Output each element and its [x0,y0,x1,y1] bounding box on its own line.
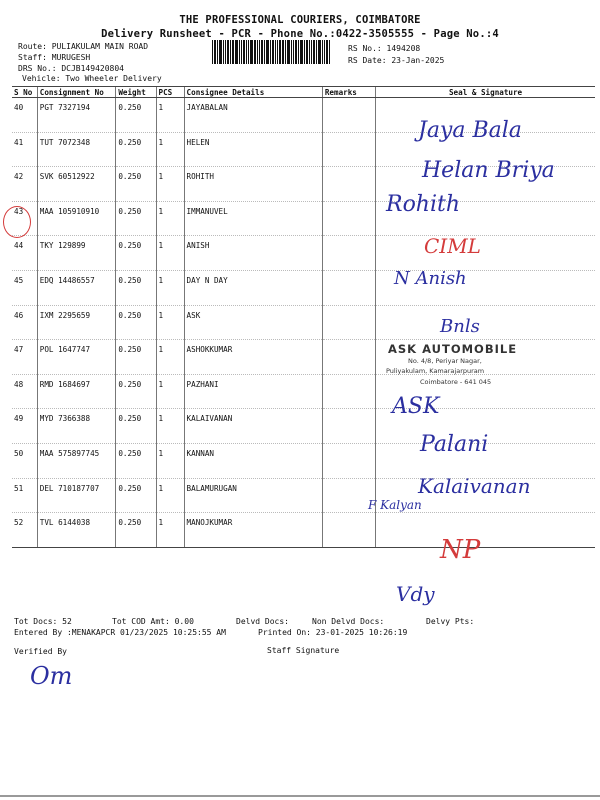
column-header: Consignment No [37,87,116,98]
row-serial-number: 49 [12,409,37,444]
remarks-cell [322,270,375,305]
signature-cell [376,513,595,548]
pcs-cell: 1 [156,340,184,375]
table-header-row [12,87,595,98]
remarks-cell [322,374,375,409]
remarks-cell [322,167,375,202]
row-43-circle-mark [3,206,31,238]
route-label: Route: PULIAKULAM MAIN ROAD [18,42,149,51]
company-stamp [380,342,540,396]
page-bottom-rule [0,795,600,797]
consignee-cell: ANISH [184,236,322,271]
row-serial-number: 43 [12,201,37,236]
signature-ashokkumar: ASK [392,394,440,419]
weight-cell: 0.250 [116,340,156,375]
table-row [12,270,595,305]
column-header: Remarks [322,87,375,98]
weight-cell: 0.250 [116,167,156,202]
weight-cell: 0.250 [116,201,156,236]
total-cod-amount: Tot COD Amt: 0.00 [112,617,194,626]
weight-cell: 0.250 [116,409,156,444]
pcs-cell: 1 [156,132,184,167]
column-header: Seal & Signature [376,87,595,98]
rs-date: RS Date: 23-Jan-2025 [348,56,445,65]
remarks-cell [322,513,375,548]
consignment-number: SVK 60512922 [37,167,116,202]
pcs-cell: 1 [156,513,184,548]
stamp-line: Coimbatore - 641 045 [420,378,492,386]
printed-on: Printed On: 23-01-2025 10:26:19 [258,628,408,637]
signature-cell [376,236,595,271]
company-title: THE PROFESSIONAL COURIERS, COIMBATORE [179,14,421,26]
consignee-cell: KANNAN [184,443,322,478]
weight-cell: 0.250 [116,270,156,305]
pcs-cell: 1 [156,443,184,478]
weight-cell: 0.250 [116,443,156,478]
pcs-cell: 1 [156,98,184,133]
pcs-cell: 1 [156,409,184,444]
weight-cell: 0.250 [116,132,156,167]
vehicle-label: Vehicle: Two Wheeler Delivery [22,74,162,83]
consignee-cell: JAYABALAN [184,98,322,133]
consignee-cell: IMMANUVEL [184,201,322,236]
entered-by: Entered By :MENAKAPCR 01/23/2025 10:25:55 AM [14,628,226,637]
pcs-cell: 1 [156,270,184,305]
consignee-cell: PAZHANI [184,374,322,409]
consignment-number: MAA 105910910 [37,201,116,236]
rs-number: RS No.: 1494208 [348,44,421,53]
pcs-cell: 1 [156,201,184,236]
signature-kalaivanan: Kalaivanan [418,474,531,498]
remarks-cell [322,98,375,133]
consignment-number: RMD 1684697 [37,374,116,409]
table-row [12,236,595,271]
row-serial-number: 46 [12,305,37,340]
consignee-cell: ASHOKKUMAR [184,340,322,375]
staff-signature-label: Staff Signature [267,646,340,655]
consignment-number: DEL 710187707 [37,478,116,513]
table-row [12,305,595,340]
column-header: Weight [116,87,156,98]
remarks-cell [322,132,375,167]
remarks-cell [322,443,375,478]
consignment-number: IXM 2295659 [37,305,116,340]
consignee-cell: DAY N DAY [184,270,322,305]
row-serial-number: 41 [12,132,37,167]
consignee-cell: ROHITH [184,167,322,202]
signature-balamurugan: NP [440,535,481,565]
consignment-number: MYD 7366388 [37,409,116,444]
consignment-number: TKY 129899 [37,236,116,271]
pcs-cell: 1 [156,374,184,409]
remarks-cell [322,305,375,340]
consignment-number: TVL 6144038 [37,513,116,548]
pcs-cell: 1 [156,305,184,340]
signature-manojkumar: Vdy [396,582,435,606]
remarks-cell [322,340,375,375]
consignee-cell: ASK [184,305,322,340]
row-serial-number: 47 [12,340,37,375]
consignment-number: MAA 575897745 [37,443,116,478]
stamp-line: Puliyakulam, Kamarajarpuram [386,367,485,375]
row-serial-number: 42 [12,167,37,202]
stamp-name: ASK AUTOMOBILE [388,342,518,356]
drs-label: DRS No.: DCJB149420804 [18,64,124,73]
row-serial-number: 45 [12,270,37,305]
signature-helen: Helan Briya [422,158,555,183]
signature-cell [376,305,595,340]
runsheet-subtitle: Delivery Runsheet - PCR - Phone No.:0422-3505555 - Page No.:4 [101,28,499,40]
remarks-cell [322,236,375,271]
pcs-cell: 1 [156,478,184,513]
signature-anish: N Anish [394,268,467,289]
signature-kannan: F Kalyan [368,498,422,512]
barcode [212,40,338,64]
consignment-number: PGT 7327194 [37,98,116,133]
row-serial-number: 52 [12,513,37,548]
table-row [12,443,595,478]
total-docs: Tot Docs: 52 [14,617,72,626]
table-row [12,513,595,548]
consignment-number: TUT 7072348 [37,132,116,167]
table-row [12,409,595,444]
consignee-cell: BALAMURUGAN [184,478,322,513]
signature-day-n-day: Bnls [440,316,480,337]
consignee-cell: MANOJKUMAR [184,513,322,548]
remarks-cell [322,201,375,236]
column-header: Consignee Details [184,87,322,98]
consignment-number: EDQ 14486557 [37,270,116,305]
weight-cell: 0.250 [116,305,156,340]
verifier-signature: Om [30,662,73,690]
signature-rohith: Rohith [386,192,461,217]
table-row [12,201,595,236]
pcs-cell: 1 [156,236,184,271]
staff-label: Staff: MURUGESH [18,53,91,62]
weight-cell: 0.250 [116,98,156,133]
delivery-points: Delvy Pts: [426,617,475,626]
remarks-cell [322,409,375,444]
stamp-line: No. 4/8, Periyar Nagar, [408,357,482,365]
row-serial-number: 40 [12,98,37,133]
row-serial-number: 50 [12,443,37,478]
signature-immanuvel: CIML [424,234,481,258]
row-serial-number: 48 [12,374,37,409]
weight-cell: 0.250 [116,513,156,548]
consignee-cell: HELEN [184,132,322,167]
weight-cell: 0.250 [116,236,156,271]
column-header: S No [12,87,37,98]
verified-by-label: Verified By [14,647,67,656]
non-delivered-docs: Non Delvd Docs: [312,617,385,626]
signature-pazhani: Palani [420,432,489,457]
consignee-cell: KALAIVANAN [184,409,322,444]
consignment-number: POL 1647747 [37,340,116,375]
weight-cell: 0.250 [116,374,156,409]
pcs-cell: 1 [156,167,184,202]
row-serial-number: 44 [12,236,37,271]
column-header: PCS [156,87,184,98]
row-serial-number: 51 [12,478,37,513]
weight-cell: 0.250 [116,478,156,513]
delivered-docs: Delvd Docs: [236,617,289,626]
signature-jayabalan: Jaya Bala [418,118,522,143]
